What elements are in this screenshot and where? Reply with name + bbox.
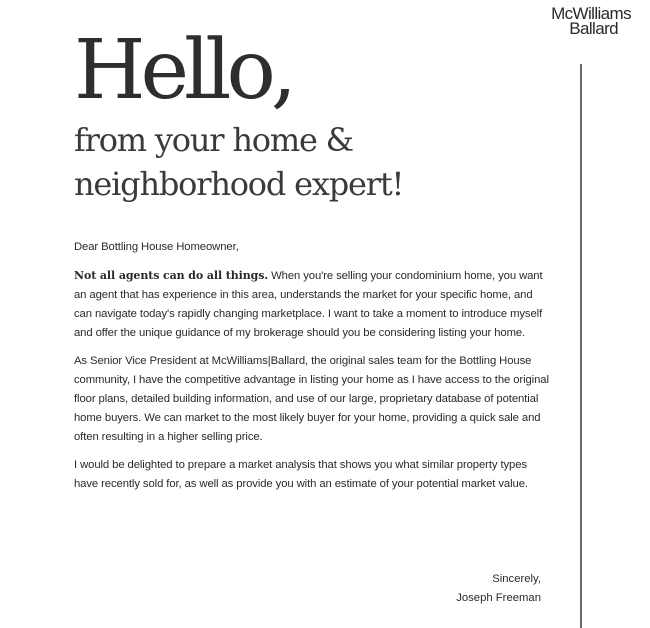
subtitle-line-2: neighborhood expert! (74, 165, 404, 203)
closing: Sincerely, (492, 573, 541, 585)
paragraph-1 (74, 266, 552, 343)
salutation: Dear Bottling House Homeowner, (74, 241, 239, 253)
paragraph-1-body: When you're selling your condominium home, you want an agent that has experience in this area, understands the market for your specific home, and can navigate today's rapidly changing marketplace. I want to take a moment to introduce myself and offer the unique guidance of my brokerage should you be considering listing your home. (74, 270, 543, 339)
brand-logo (551, 6, 631, 36)
logo-line-2: Ballard (569, 19, 618, 38)
paragraph-1-lead: Not all agents can do all things. (74, 269, 269, 282)
paragraph-3: I would be delighted to prepare a market analysis that shows you what similar property types have recently sold for, as well as provide you with an estimate of your potential market value. (74, 459, 528, 490)
headline-hello: Hello, (74, 23, 292, 118)
signature: Joseph Freeman (456, 592, 541, 604)
paragraph-2: As Senior Vice President at McWilliams|Ballard, the original sales team for the Bottling House community, I have the competitive advantage in listing your home as I have access to the original floor plans, detailed building information, and use of our large, proprietary database of potential home buyers. We can market to the most likely buyer for your home, providing a quick sale and often resulting in a higher selling price. (74, 355, 549, 443)
signoff (456, 570, 541, 608)
subtitle-line-1: from your home & (74, 121, 353, 159)
logo-line-1: McWilliams (551, 4, 631, 23)
headline-subtitle (74, 118, 403, 206)
vertical-divider (580, 64, 582, 628)
letter-body (74, 238, 552, 503)
